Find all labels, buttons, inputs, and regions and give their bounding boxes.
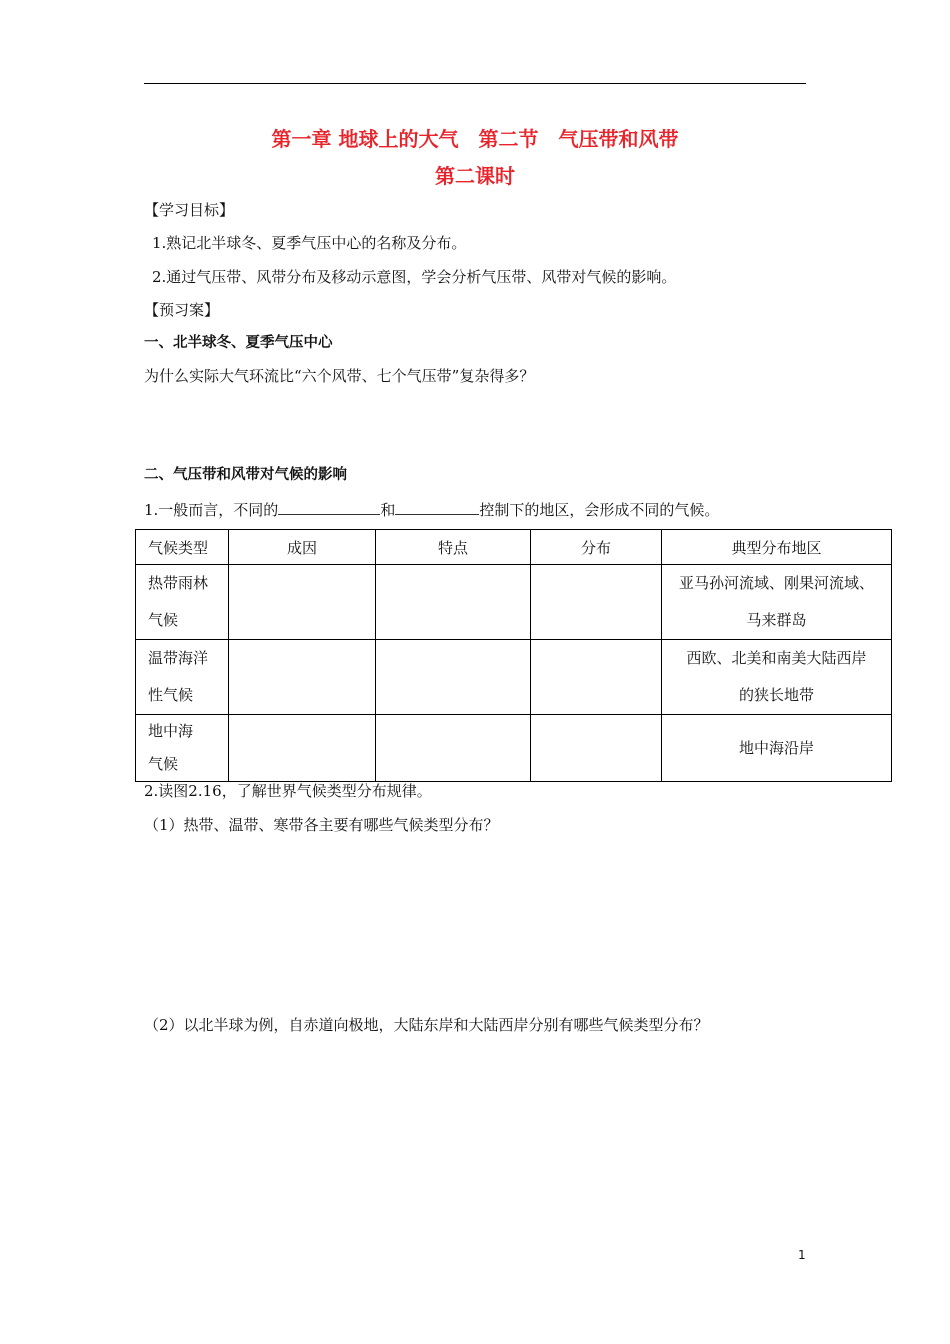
section2-question-2: 2.读图2.16，了解世界气候类型分布规律。 [144, 782, 432, 800]
feature-cell[interactable] [376, 565, 531, 640]
answer-blank-2[interactable] [395, 498, 479, 515]
climate-type-line: 热带雨林 [148, 574, 209, 592]
typical-region-cell [662, 715, 892, 782]
header-distribution: 分布 [531, 530, 662, 565]
header-typical-region: 典型分布地区 [662, 530, 892, 565]
q1-text-before: 1.一般而言，不同的 [144, 501, 279, 519]
section2-question-1 [144, 498, 719, 520]
header-climate-type: 气候类型 [136, 530, 229, 565]
distribution-cell[interactable] [531, 715, 662, 782]
table-row [136, 565, 892, 640]
section1-question: 为什么实际大气环流比“六个风带、七个气压带”复杂得多？ [144, 367, 535, 385]
table-header-row [136, 530, 892, 565]
header-cause: 成因 [229, 530, 376, 565]
region-line: 地中海沿岸 [738, 738, 814, 757]
distribution-cell[interactable] [531, 565, 662, 640]
table-row [136, 715, 892, 782]
climate-type-cell [136, 640, 229, 715]
climate-type-line: 温带海洋 [148, 649, 209, 667]
cause-cell[interactable] [229, 565, 376, 640]
objectives-header: 【学习目标】 [144, 201, 235, 219]
region-line: 亚马孙河流域、刚果河流域、 [678, 574, 874, 592]
region-line: 的狭长地带 [738, 686, 814, 704]
climate-type-line: 气候 [148, 611, 179, 629]
chapter-title: 第一章 地球上的大气 第二节 气压带和风带 [271, 127, 679, 151]
cause-cell[interactable] [229, 715, 376, 782]
feature-cell[interactable] [376, 715, 531, 782]
section1-heading: 一、北半球冬、夏季气压中心 [144, 335, 333, 351]
climate-type-line: 性气候 [148, 686, 194, 704]
section2-subquestion-2: （2）以北半球为例，自赤道向极地，大陆东岸和大陆西岸分别有哪些气候类型分布？ [144, 1016, 709, 1034]
climate-type-cell [136, 565, 229, 640]
objective-item-1: 1.熟记北半球冬、夏季气压中心的名称及分布。 [152, 234, 467, 252]
q1-text-after: 控制下的地区，会形成不同的气候。 [479, 501, 720, 519]
distribution-cell[interactable] [531, 640, 662, 715]
objective-item-2: 2.通过气压带、风带分布及移动示意图，学会分析气压带、风带对气候的影响。 [152, 268, 677, 286]
region-line: 西欧、北美和南美大陆西岸 [686, 649, 867, 667]
typical-region-cell [662, 565, 892, 640]
header-rule [144, 83, 806, 84]
climate-table [135, 529, 892, 782]
q1-text-mid: 和 [380, 501, 396, 519]
page-number: 1 [798, 1248, 806, 1262]
table-row [136, 640, 892, 715]
cause-cell[interactable] [229, 640, 376, 715]
preview-header: 【预习案】 [144, 301, 220, 319]
section2-subquestion-1: （1）热带、温带、寒带各主要有哪些气候类型分布？ [144, 816, 499, 834]
section2-heading: 二、气压带和风带对气候的影响 [144, 467, 347, 483]
climate-type-line: 气候 [148, 755, 179, 773]
climate-type-line: 地中海 [148, 722, 194, 740]
climate-type-cell [136, 715, 229, 782]
header-feature: 特点 [376, 530, 531, 565]
lesson-subtitle: 第二课时 [435, 164, 515, 188]
feature-cell[interactable] [376, 640, 531, 715]
region-line: 马来群岛 [746, 611, 807, 629]
typical-region-cell [662, 640, 892, 715]
answer-blank-1[interactable] [278, 498, 380, 515]
